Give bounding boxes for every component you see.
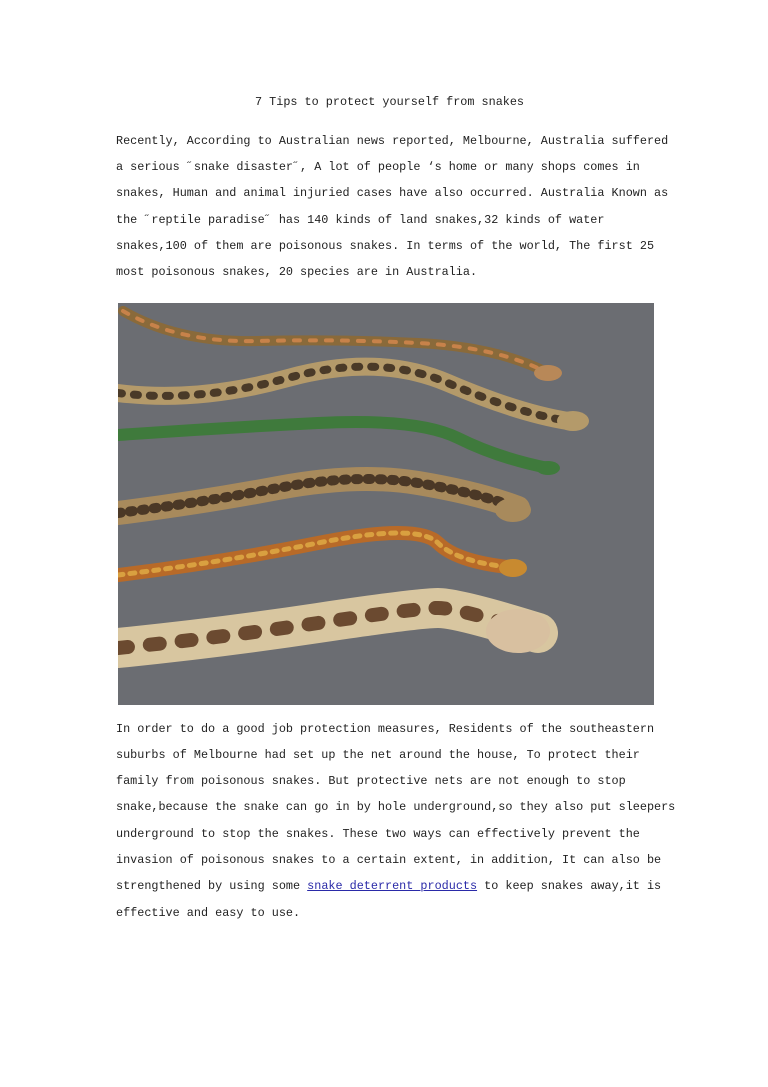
text-line: invasion of poisonous snakes to a certain extent, in addition, It can also be bbox=[116, 853, 662, 867]
text-line: the ˝reptile paradise˝ has 140 kinds of land snakes,32 kinds of water bbox=[116, 213, 605, 227]
snakes-photo bbox=[118, 303, 654, 705]
text-line: a serious ˝snake disaster˝, A lot of people ‘s home or many shops comes in bbox=[116, 160, 640, 174]
document-title: 7 Tips to protect yourself from snakes bbox=[255, 95, 525, 109]
text-line: effective and easy to use. bbox=[116, 906, 301, 920]
text-line: snakes,100 of them are poisonous snakes. In terms of the world, The first 25 bbox=[116, 239, 655, 253]
text-line: snakes, Human and animal injuried cases have also occurred. Australia Known as bbox=[116, 186, 669, 200]
text-line: In order to do a good job protection measures, Residents of the southeastern bbox=[116, 722, 655, 736]
text-line: underground to stop the snakes. These two ways can effectively prevent the bbox=[116, 827, 640, 841]
text-segment: to keep snakes away,it is bbox=[477, 879, 662, 893]
text-segment: strengthened by using some bbox=[116, 879, 308, 893]
text-line: Recently, According to Australian news reported, Melbourne, Australia suffered bbox=[116, 134, 669, 148]
snake-deterrent-products-link[interactable]: snake deterrent products bbox=[307, 879, 478, 893]
text-line: most poisonous snakes, 20 species are in Australia. bbox=[116, 265, 478, 279]
text-line: family from poisonous snakes. But protective nets are not enough to stop bbox=[116, 774, 626, 788]
text-line bbox=[116, 879, 661, 893]
text-line: snake,because the snake can go in by hole underground,so they also put sleepers bbox=[116, 800, 676, 814]
text-line: suburbs of Melbourne had set up the net around the house, To protect their bbox=[116, 748, 640, 762]
